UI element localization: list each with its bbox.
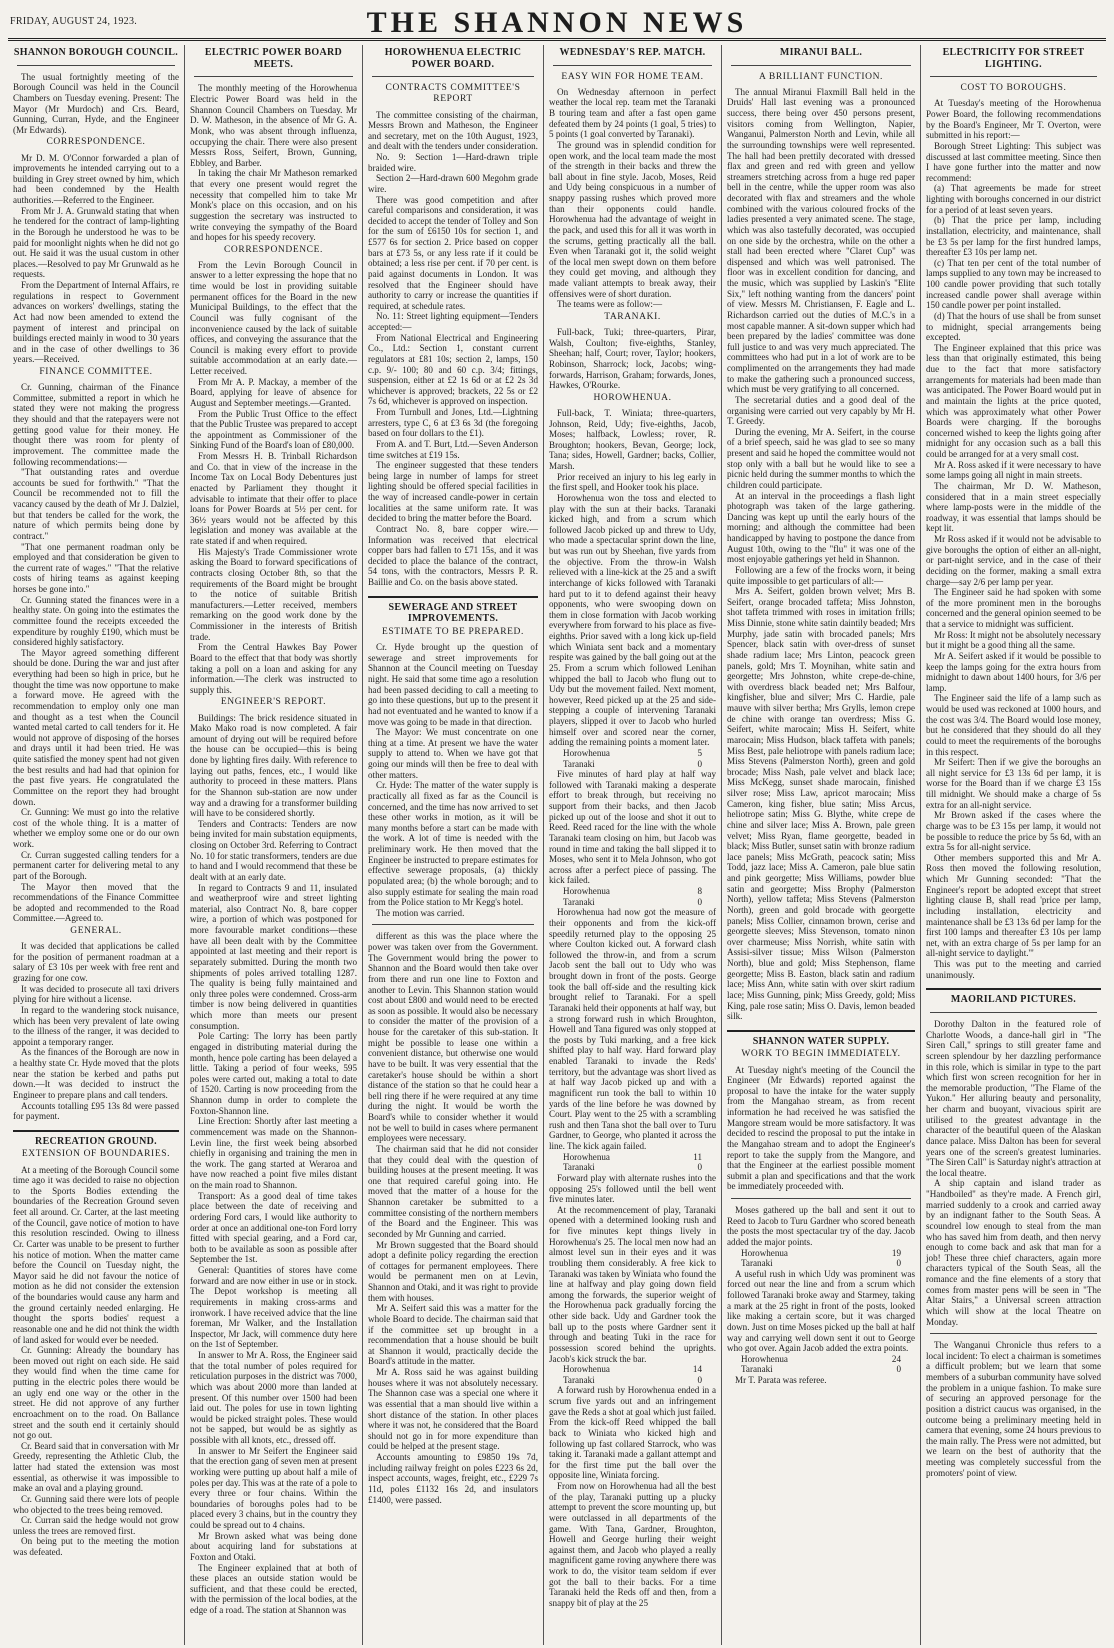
paragraph: Mr Ross asked if it would not be advisable to give boroughs the option of either an all-night, or part-night service, and in the case of their deciding on the former, making a small extra charge—say 2/6 per lamp per year. <box>926 534 1101 587</box>
subheading-correspondence: CORRESPONDENCE. <box>224 244 323 255</box>
paragraph: The monthly meeting of the Horowhenua Electric Power Board was held in the Shannon Council Chambers on Tuesday. Mr D. W. Matheson, in the absence of Mr G. A. Monk, who was absent through influenza, occupying the chair. There were also present Messrs Ross, Seifert, Brown, Gunning, Ebbley, and Barber. <box>190 83 357 168</box>
paragraph: The ground was in splendid condition for open work, and the local team made the most of the strength in their backs and threw the ball about in fine style. Jacob, Moses, Reid and Udy being conspicuous in a number of snappy passing rushes which proved more than their opponents could handle. Horowhenua had the advantage of weight in the pack, and used this for all it was worth in the scrums, getting practically all the ball. Even when Taranaki got it, the solid weight of the local men swept down on them before they could get moving, and although they made valiant attempts to break away, their offensives were of short duration. <box>549 139 716 299</box>
paragraph: Accounts amounting to £9850 19s 7d, including railway freight on poles £223 6s 2d, inspect accounts, wages, freight, etc., £229 7s 11d, poles £1132 16s 2d, and insulators £1400, were passed. <box>368 1452 538 1505</box>
paragraph: A useful rush in which Udy was prominent was forced out near the line and from a scrum which followed Taranaki broke away and Starmey, taking a mark at the 25 right in front of the posts, looked like making a certain score, but it was charged down. Just on time Moses picked up the ball at half way and carrying well down sent it out to George who got over. Again Jacob added the extra points. <box>727 1268 915 1354</box>
score-line <box>549 759 716 770</box>
paragraph: Horowhenua won the toss and elected to play with the sun at their backs. Taranaki kicked high, and from a scrum which followed Jacob picked up and threw to Udy, who made a spectacular sprint down the line, but was run out by Sheehan, five yards from the objective. From the throw-in Walsh relieved with a line-kick at the 25 and a swift interchange of kicks followed with Taranaki hard put to it to defend against their heavy opponents, who were swooping down on them in close formation with Jacob working everywhere from forward to his place as five-eighths. Prior saved with a long kick up-field which Winiata sent back and a momentary respite was gained by the ball going out at the 25. From a scrum which followed Lenihan whipped the ball to Jacob who flung out to Udy but the movement failed. Next moment, however, Reed picked up at the 25 and side-stepping a couple of intervening Taranaki players, slipped it over to Jacob who hurled himself over and scored near the corner, adding the remaining points a moment later. <box>549 492 716 748</box>
paragraph: Contract No. 8, bare copper wire.—Information was received that electrical copper bars had fallen to £71 15s, and it was decided to place the balance of the contract, 54 tons, with the contractors, Messrs P. R. Baillie and Co. on the basis above stated. <box>368 523 538 588</box>
score-value: 8 <box>697 886 702 897</box>
paragraph: No. 11: Street lighting equipment—Tenders accepted:— <box>368 311 538 333</box>
paragraph: Buildings: The brick residence situated in Mako Mako road is now completed. A fair amount of drying out will be required before the house can be occupied—this is being done by lighting fires daily. With reference to laying out paths, fences, etc., I would like authority to proceed in these matters. Plans for the Shannon sub-station are now under way and a drawing for a transformer building will have to be considered shortly. <box>190 712 357 819</box>
paragraph: Cr. Gunning said there were lots of people who objected to the trees being removed. <box>13 1493 179 1515</box>
score-value: 0 <box>697 1374 702 1385</box>
score-value: 14 <box>692 1364 702 1375</box>
paragraph: Accounts totalling £95 13s 8d were passed for payment. <box>13 1100 179 1122</box>
paragraph: The Engineer said the life of a lamp such as would be used was reckoned at 1000 hours, and the cost was 3/4. The Board would lose money, but he considered that they should do all they could to meet the requirements of the boroughs in this respect. <box>926 693 1101 757</box>
paragraph: Five minutes of hard play at half way followed with Taranaki making a desperate effort to break through, but receiving no support from their backs, and then Jacob picked up out of the loose and shot it out to Reed. Reed raced for the line with the whole Taranaki team closing on him, but Jacob was round in time and taking the ball slipped it to Moses, who sent it to Mela Johnson, who got across after a perfect piece of passing. The kick failed. <box>549 769 716 886</box>
divider <box>930 76 1097 77</box>
subheading-brilliant-function: A BRILLIANT FUNCTION. <box>758 71 884 82</box>
subheading-engineers-report: ENGINEER'S REPORT. <box>220 697 327 708</box>
subheading-correspondence: CORRESPONDENCE. <box>46 137 146 148</box>
score-team: Taranaki <box>741 1258 773 1269</box>
subheading-contracts-committee: CONTRACTS COMMITTEE'S REPORT <box>385 83 521 105</box>
subheading-extension: EXTENSION OF BOUNDARIES. <box>21 1149 171 1160</box>
score-line <box>549 1375 716 1386</box>
paragraph: In regard to the wandering stock nuisance, which has been very prevalent of late owing to the illness of the ranger, it was decided to appoint a temporary ranger. <box>13 1004 179 1047</box>
paragraph: The motion was carried. <box>376 907 465 918</box>
paragraph: At a meeting of the Borough Council some time ago it was decided to raise no objection to the Sports Bodies extending the boundaries of the Recreation Ground seven feet all around. Cr. Carter, at the last meeting of the Council, gave notice of motion to have this resolution rescinded. Owing to illness Cr. Carter was unable to be present to further his notice of motion. When the matter came before the Council on Tuesday night, the Mayor said he did not favour the notice of motion as he did not consider the extension of the boundaries would cause any harm and the ground certainly needed enlarging. He thought the sports bodies' request a reasonable one and he did not think the width of land asked for would ever be needed. <box>13 1164 179 1345</box>
paragraph: The Wanganui Chronicle thus refers to a local incident: To elect a chairman is sometimes a difficult problem; but we learn that some members of a suburban community have solved the problem in a unique fashion. To make sure of securing an approved personage for the position a district caucus was organised, in the outcome being a preliminary meeting held in camera that evening, some 24 hours previous to the main rally. The Press were not admitted, but we learn on the best of authority that the meeting was completely successful from the promoters' point of view. <box>926 1340 1101 1478</box>
article-divider <box>727 1030 915 1032</box>
paragraph: Mrs A. Seifert, golden brown velvet; Mrs B. Seifert, orange brocaded taffeta; Miss Johnston, shot taffeta trimmed with roses in imitation frills; Miss Dinnie, stone white satin daintily beaded; Mrs Murphy, jade satin with brocaded panels; Mrs Spencer, black satin with over-dress of sunset shade radium lace; Mrs Linton, peacock green panels, gold; Mrs T. Moynihan, white satin and georgette; Mrs Johnston, white crepe-de-chine, with overdress black beaded net; Mrs Balfour, kingfisher, blue and silver; Mrs C. Hardie, pale mauve with silver bertha; Mrs Grylls, lemon crepe de chine with orange tan overdress; Miss G. Seifert, white marocain; Miss H. Seifert, white marocain; Miss Hudson, black taffeta with panels; Miss Best, pale heliotrope with panels radium lace; Miss Stevens (Palmerston North), green and gold brocade; Miss Nash, pale velvet and black lace; Miss McKegg, sunset shade marocain, finished silver rose; Miss Law, apricot marocain; Miss Cameron, king fisher, blue satin; Miss Arcus, heliotrope satin; Miss G. Blythe, white crepe de chine and silver lace; Miss A. Brown, pale green velvet; Miss Ryan, flame georgette, beaded in black; Miss Butler, sunset satin with bronze radium lace panels; Miss McGrath, peacock satin; Miss Todd, jazz lace; Miss A. Cameron, pale blue satin and pink georgette; Miss Williams, powder blue satin and georgette; Miss Brophy (Palmerston North), yellow taffeta; Miss Stevens (Palmerston North), green and gold brocade with georgette panels; Miss Collier, cinnamon brown, cerise and georgette sleeves; Miss Stevenson, tomato ninon over charmeuse; Miss Norrish, white satin with Assisi-silver tissue; Miss Wilson (Palmerston North), blue and gold; Miss Stephenson, flame georgette; Miss B. Easton, black satin and radium lace; Miss Ann, white satin with over skirt radium lace; Miss Gunning, pink; Miss Greedy, gold; Miss King, pale rose satin; Miss O. Davis, lemon beaded silk. <box>727 586 915 1022</box>
paragraph: Cr. Gunning: Already the boundary has been moved out right on each side. He said they would find when the time came for putting in the electric poles there would be an ugly end one way or the other in the street. He did not approve of any further encroachment on to the road. On Ballance street and the south end it certainly should not go out. <box>13 1345 179 1441</box>
paragraph: From Turnbull and Jones, Ltd.—Lightning arresters, type C, 6 at £3 6s 3d (the foregoing based on four dollars to the £1). <box>368 407 538 439</box>
paragraph: The Engineer explained that this price was less than that originally estimated, this being due to the fact that more satisfactory arrangements for materials had been made than was anticipated. The Power Board would put in and maintain the lights at the price quoted, which was approximately what other Power Boards were charging. If the boroughs concerned wished to keep the lights going after midnight for any occasion such as a ball this could be arranged for at a very small cost. <box>926 342 1101 460</box>
paragraph: Following are a few of the frocks worn, it being quite impossible to get particulars of all:— <box>727 564 915 586</box>
divider <box>372 76 534 77</box>
paragraph: At Tuesday night's meeting of the Council the Engineer (Mr Edwards) reported against the proposal to have the intake for the water supply from the Mangahao stream, as from recent information he had received he was satisfied the Mangore stream would be more satisfactory. It was decided to rescind the proposal to put the intake in the Mangahao stream and to adopt the Engineer's report to take the supply from the Mangore, and that the Engineer at the earliest possible moment submit a plan and specifications and that the work be immediately proceeded with. <box>727 1064 915 1192</box>
score-value: 0 <box>697 758 702 769</box>
paragraph: From the Department of Internal Affairs, re regulations in respect to Government advances on workers' dwellings, stating the Act had now been amended to extend the payment of interest and principal on buildings erected mainly in wood to 30 years and in the case of other dwellings to 36 years.—Received. <box>13 280 179 365</box>
paragraph: Mr Brown asked what was being done about acquiring land for substations at Foxton and Otaki. <box>190 1530 357 1562</box>
masthead <box>8 4 1106 41</box>
subheading-estimate: ESTIMATE TO BE PREPARED. <box>382 627 524 638</box>
headline-horowhenua-power-board: HOROWHENUA ELECTRIC POWER BOARD. <box>384 47 522 70</box>
paragraph: From the Central Hawkes Bay Power Board to the effect that that body was shortly taking a poll on a loan and asking for any information.—The clerk was instructed to supply this. <box>190 642 357 695</box>
paragraph: Tenders and Contracts: Tenders are now being invited for main substation equipments, closing on October 3rd. Referring to Contract No. 10 for static transformers, tenders are due to hand and I would recommend that these be dealt with at an early date. <box>190 818 357 882</box>
score-line <box>549 1162 716 1173</box>
score-team: Horowhenua <box>741 1247 788 1258</box>
paragraph: From Messrs H. B. Trinball Richardson and Co. that in view of the increase in the Income Tax on Local Body Debentures just enacted by Parliament they thought it advisable to intimate that their offer to place loans for Power Boards at 5½ per cent. for 36½ years would not be affected by this legislation and money was available at the rate stated if and when required. <box>190 451 357 547</box>
paragraph: In answer to Mr Seifert the Engineer said that the erection gang of seven men at present working were putting up about half a mile of poles per day. This was at the rate of a pole to every three or four chains. Within the boundaries of boroughs poles had to be placed every 3 chains, but in the country they could be spread out to 4 chains. <box>190 1445 357 1531</box>
paragraph: Mr A. Ross said he was against building houses where it was not absolutely necessary. The Shannon case was a special one where it was essential that a man should live within a short distance of the station. In other places where it was not, he considered that the Board should not go in for more expenditure than could be helped at the present stage. <box>368 1367 538 1452</box>
divider <box>731 1198 911 1199</box>
paragraph: No. 9: Section 1—Hard-drawn triple braided wire. <box>368 152 538 173</box>
paragraph: (a) That agreements be made for street lighting with boroughs concerned in our district for a period of at least seven years. <box>926 183 1101 215</box>
paragraph: The engineer suggested that these tenders being large in number of lamps for street lighting should be offered special facilities in the way of increased candle-power in certain localities at the same uniform rate. It was decided to bring the matter before the Board. <box>368 460 538 524</box>
paragraph: Cr. Hyde brought up the question of sewerage and street improvements for Shannon at the Council meeting on Tuesday night. He said that some time ago a resolution had been passed deciding to call a meeting to go into these questions, but up to the present it had not eventuated and he wanted to know if a move was going to be made in that direction. <box>368 642 538 727</box>
subheading-cost-to-boroughs: COST TO BOROUGHS. <box>960 83 1067 94</box>
paragraph: From National Electrical and Engineering Co., Ltd.: Section 1, constant current regulators at £81 10s; section 2, lamps, 150 c.p. 9/- 100; 80 and 60 c.p. 3/4; fittings, suspension, either at £2 1s 6d or at £2 2s 3d whichever is approved; brackets, 22 5s or £2 7s 6d, whichever is approved on inspection. <box>368 332 538 407</box>
paragraph: This was put to the meeting and carried unanimously. <box>926 959 1101 980</box>
article-divider <box>368 596 538 598</box>
paragraph: different as this was the place where the power was taken over from the Government. The Government would bring the power to Shannon and the Board would then take over from there and run one line to Foxton and another to Levin. This Shannon station would cost about £800 and would need to be erected as soon as possible. It would also be necessary to consider the matter of the provision of a house for the caretaker of this sub-station. It might be possible to lease one within a convenient distance, but otherwise one would have to be built. It was very essential that the caretaker's house should be within a short distance of the station so that he could hear a bell ring there if he were required at any time during the night. It would be worth the Board's while to consider whether it would not be well to build in cases where permanent employees were necessary. <box>368 931 538 1144</box>
paragraph: It was decided that applications be called for the position of permanent roadman at a salary of £3 10s per week with free rent and grazing for one cow. <box>13 941 179 984</box>
subheading-general: GENERAL. <box>70 926 122 937</box>
divider <box>372 924 534 925</box>
paragraph: Cr. Beard said that in conversation with Mr Greedy, representing the Athletic Club, the latter had stated the extension was most essential, as otherwise it was impossible to make an oval and a playing ground. <box>13 1440 179 1494</box>
score-team: Horowhenua <box>741 1353 788 1364</box>
paragraph: The chairman said that he did not consider that they could deal with the question of building houses at the present meeting. It was one that required careful going into. He moved that the matter of a house for the Shannon caretaker be submitted to a committee consisting of the northern members of the Board and the Engineer. This was seconded by Mr Gunning and carried. <box>368 1143 538 1239</box>
paragraph: Horowhenua had now got the measure of their opponents and from the kick-off speedily returned play to the opposing 25 where Coulton kicked out. A forward clash followed the throw-in, and from a scrum Jacob sent the ball out to Udy who was brought down in front of the posts. George took the ball off-side and the resulting kick brought relief to Taranaki. For a spell Taranaki held their opponents at half way, but a strong forward rush in which Broughton, Howell and Tana figured was only stopped at the posts by Tuki marking, and a free kick shifted play to half way. Hard forward play enabled Taranaki to invade the Reds' territory, but the advantage was short lived as at half way Jacob picked up and with a magnificent run took the ball to within 10 yards of the line before he was downed by Court. Play went to the 25 with a scrambling rush and then Tana shot the ball over to Turu Gardner, to George, who planted it across the line. The kick again failed. <box>549 907 716 1152</box>
score-team: Taranaki <box>741 1364 773 1375</box>
paragraph: Full-back, Tuki; three-quarters, Pirar, Walsh, Coulton; five-eighths, Stanley, Sheehan; half, Court; rover, Taylor; hookers, Robinson, Sharrock; lock, Jacobs; wing-forwards, Harrison, Graham; forwards, Jones, Hawkes, O'Rourke. <box>549 327 716 391</box>
column-4 <box>544 45 722 1645</box>
divider <box>930 1333 1097 1334</box>
score-team: Taranaki <box>563 1162 595 1173</box>
score-team: Horowhenua <box>563 1364 610 1375</box>
score-value: 5 <box>697 747 702 758</box>
paragraph: The committee consisting of the chairman, Messrs Brown and Matheson, the Engineer and secretary, met on the 10th August, 1923, and dealt with the tenders under consideration. <box>368 109 538 152</box>
paragraph: The Mayor: We must concentrate on one thing at a time. At present we have the water supply to attend to. When we have got that going our minds will then be free to deal with other matters. <box>368 727 538 780</box>
score-value: 24 <box>891 1353 901 1364</box>
paragraph: The Mayor agreed something different should be done. During the war and just after everything had been so high in price, but he thought the time was now opportune to make a forward move. He agreed with the recommendation to employ only one man and thought as a test when the Council wanted metal carted to call tenders for it. He would not approve of disposing of the horses and drays until it had been tried. He was quite satisfied the money spent had not given the best results and had had that opinion for the past five years. He congratulated the Committee on the report they had brought down. <box>13 647 179 807</box>
paragraph: Forward play with alternate rushes into the opposing 25's followed until the bell went five minutes later. <box>549 1172 716 1205</box>
paragraph: Cr. Gunning, chairman of the Finance Committee, submitted a report in which he stated they were not making the progress they should and that the ratepayers were not getting good value for their money. He thought there was room for plenty of improvement. The committee made the following recommendations:— <box>13 382 179 467</box>
score-team: Horowhenua <box>563 747 610 758</box>
headline-recreation-ground: RECREATION GROUND. <box>35 1135 157 1147</box>
score-value: 19 <box>891 1247 901 1258</box>
divider <box>731 65 911 66</box>
score-value: 0 <box>896 1364 901 1375</box>
paragraph: From the Public Trust Office to the effect that the Public Trustee was prepared to accept the appointment as Commissioner of the Sinking Fund of the Board's loan of £80,000. <box>190 408 357 451</box>
paragraph: On Wednesday afternoon in perfect weather the local rep. team met the Taranaki B touring team and after a fast open game defeated them by 24 points (1 goal, 5 tries) to 5 points (1 goal converted by Taranaki). <box>549 86 716 140</box>
score-line <box>727 1248 915 1259</box>
paragraph: At Tuesday's meeting of the Horowhenua Power Board, the following recommendations by the Board's Engineer, Mr T. Overton, were submitted in his report:— <box>926 98 1101 141</box>
paragraph: In regard to Contracts 9 and 11, insulated and weatherproof wire and street lighting material, also Contract No. 8, bare copper wire, a portion of which was postponed for more favourable market conditions—these have all been dealt with by the Committee appointed at last meeting and their report is separately submitted. During the month two shipments of poles arrived totalling 1287. The quality is being fully maintained and only three poles were condemned. Cross-arm timber is now being delivered in quantities which more than meets our present consumption. <box>190 882 357 1031</box>
paragraph: Mr Brown suggested that the Board should adopt a definite policy regarding the erection of cottages for permanent employees. There would be permanent men on at Levin, Shannon and Otaki, and it was right to provide them with houses. <box>368 1239 538 1303</box>
score-line <box>549 897 716 908</box>
subheading-work-to-begin: WORK TO BEGIN IMMEDIATELY. <box>741 1049 901 1060</box>
paragraph: A forward rush by Horowhenua ended in a scrum five yards out and an infringement gave the Reds a shot at goal which just failed. From the kick-off Reed whipped the ball back to Winiata who kicked high and following up fast collared Starrock, who was taking it. Taranaki made a gallant attempt and for the first time put the ball over the opposite line, Winiata forcing. <box>549 1385 716 1481</box>
paragraph: The annual Miranui Flaxmill Ball held in the Druids' Hall last evening was a pronounced success, there being over 450 persons present, visitors coming from Wellington, Napier, Wanganui, Palmerston North and Levin, while all the surrounding townships were well represented. The hall had been prettily decorated with dressed flax and green and red with green and yellow streamers stretching across from a huge red paper bell in the centre, while the upper room was also decorated with flax and streamers and the whole combined with the various coloured frocks of the ladies presented a very animated scene. The stage, which was also tastefully decorated, was occupied on one side by the orchestra, while on the other a stall had been erected where "Claret Cup" was dispensed and which was well patronised. The floor was in excellent condition for dancing, and the music, which was supplied by Laskin's "Elite Six," left nothing wanting from the dancers' point of view. Messrs M. Christiansen, F. Eagle and L. Richardson carried out the duties of M.C.'s in a most capable manner. A sit-down supper which had been prepared by the ladies' committee was done full justice to and was very much appreciated. The committees who had put in a lot of work are to be complimented on the arrangements they had made to make the gathering such a pronounced success, which must be very gratifying to all concerned. <box>727 86 915 395</box>
column-6 <box>921 45 1106 1645</box>
paragraph: There was good competition and after careful comparisons and consideration, it was decided to accept the tender of Tolley and Son for the sum of £6150 10s for section 1, and £577 6s for section 2. Price based on copper bars at £73 5s, or any less rate if it could be obtained; a less rise per cent. if 70 per cent. is paid against documents in London. It was resolved that the Engineer should have authority to carry or increase the quantities if required, at schedule rates. <box>368 194 538 311</box>
paragraph: From Mr J. A. Grunwald stating that when he tendered for the contract of lamp-lighting in the Borough he understood he was to be paid for moonlight nights when he did not go out. He said it was the usual custom in other places.—Resolved to pay Mr Grunwald as he requests. <box>13 205 179 280</box>
paragraph: The Engineer said he had spoken with some of the more prominent men in the boroughs concerned and the general opinion seemed to be that a service to midnight was sufficient. <box>926 587 1101 630</box>
paragraph: Mr Ross: It might not be absolutely necessary but it might be a good thing all the same. <box>926 629 1101 651</box>
paragraph: The Mayor then moved that the recommendations of the Finance Committee be adopted and recommended to the Road Committee.—Agreed to. <box>13 881 179 924</box>
paragraph: It was decided to prosecute all taxi drivers plying for hire without a license. <box>13 983 179 1005</box>
paragraph: Cr. Gunning: We must go into the relative cost of the whole thing. It is a matter of whether we employ some one or do our own work. <box>13 807 179 850</box>
paragraph: The secretarial duties and a good deal of the organising were carried out very capably by Mr H. T. Greedy. <box>727 394 915 427</box>
article-divider <box>13 1130 179 1132</box>
subheading-horowhenua: HOROWHENUA. <box>593 392 672 403</box>
issue-date: FRIDAY, AUGUST 24, 1923. <box>10 16 138 27</box>
paragraph: Cr. Curran suggested calling tenders for a permanent carter for delivering metal to any part of the Borough. <box>13 849 179 881</box>
article-divider <box>926 988 1101 990</box>
column-3 <box>363 45 544 1645</box>
subheading-easy-win: EASY WIN FOR HOME TEAM. <box>561 71 704 82</box>
paragraph: Mr Brown asked if the cases where the charge was to be £3 15s per lamp, it would not be possible to reduce the price by 5s 6d, with an extra 5s for all-night service. <box>926 810 1102 853</box>
divider <box>17 65 175 66</box>
paragraph: As the finances of the Borough are now in a healthy state Cr. Hyde moved that the plots near the station be kerbed and paths put down.—It was decided to instruct the Engineer to prepare plans and call tenders. <box>13 1047 179 1100</box>
paragraph: In answer to Mr A. Ross, the Engineer said that the total number of poles required for reticulation purposes in the district was 7000, which was about 2000 more than landed at present. Of this number over 1500 had been laid out. The poles for use in town lighting would be picked straight poles. These would not be sapped, but would be as sightly as possible with all knots, etc., dressed off. <box>190 1350 357 1446</box>
score-line <box>549 1152 716 1163</box>
paragraph: Mr T. Parata was referee. <box>735 1375 827 1386</box>
paragraph: Moses gathered up the ball and sent it out to Reed to Jacob to Turu Gardner who scored beneath the posts the most spectacular try of the day. Jacob added the major points. <box>727 1205 915 1247</box>
paragraph: The Engineer explained that at both of these places an outside station would be sufficient, and that these could be erected, with the permission of the local bodies, at the edge of a road. The station at Shannon was <box>190 1562 357 1616</box>
paragraph: Transport: As a good deal of time takes place between the date of receiving and ordering Ford cars, I would like authority to order at once an additional one-ton Ford lorry fitted with special gearing, and a Ford car, both to be available as soon as possible after September the 1st. <box>190 1190 357 1265</box>
paragraph: From the Levin Borough Council in answer to a letter expressing the hope that no time would be lost in providing suitable permanent offices for the Board in the new Municipal Buildings, to the effect that the Council was fully cognisant of the inconvenience caused by the lack of suitable offices, and conveying the assurance that the Council is making every effort to provide suitable accommodation at an early date.—Letter received. <box>190 259 357 377</box>
paragraph: Mr A. Ross asked if it were necessary to have some lamps going all night in main streets. <box>926 459 1101 481</box>
paragraph: Mr A. Seifert said this was a matter for the whole Board to decide. The chairman said that if the committee set up brought in a recommendation that a house should be built at Shannon it would, practically decide the Board's attitude in the matter. <box>368 1303 538 1367</box>
paragraph: Borough Street Lighting: This subject was discussed at last committee meeting. Since then I have gone further into the matter and now recommend: <box>926 140 1101 183</box>
score-team: Horowhenua <box>563 886 610 897</box>
score-line <box>549 886 716 897</box>
headline-miranui-ball: MIRANUI BALL. <box>779 47 863 58</box>
headline-maoriland-pictures: MAORILAND PICTURES. <box>950 994 1077 1006</box>
score-team: Taranaki <box>563 758 595 769</box>
paragraph: (b) That the price per lamp, including installation, electricity, and maintenance, shall be £3 5s per lamp for the first hundred lamps, thereafter £3 10s per lamp net. <box>926 215 1101 258</box>
score-line <box>549 1364 716 1375</box>
headline-power-board-meets: ELECTRIC POWER BOARD MEETS. <box>204 47 343 70</box>
paragraph: From Mr A. P. Mackay, a member of the Board, applying for leave of absence for August and September meetings.—Granted. <box>190 376 357 408</box>
paragraph: (c) That ten per cent of the total number of lamps supplied to any town may be increased to 100 candle power providing that such totally increased candle power shall average within 150 candle power per point installed. <box>926 257 1101 311</box>
paragraph: Full-back, T. Winiata; three-quarters, Johnson, Reid, Udy; five-eighths, Jacob, Moses; halfback, Lowless; rover, R. Broughton; hookers, Bevan, George; lock, Tana; sides, Howell, Gardner; backs, Collier, Marsh. <box>549 407 716 472</box>
paragraph: Other members supported this and Mr A. Ross then moved the following resolution, which Mr Gunning seconded: "That the Engineer's report be adopted except that street lighting clause B, shall read 'price per lamp, including installation, electricity and maintenance shall be £3 13s 6d per lamp for the first 100 lamps and thereafter £3 10s per lamp net, with an extra charge of 5s per lamp for an all-night service to daylight.'" <box>926 852 1101 959</box>
paragraph: From A. and T. Burt, Ltd.—Seven Anderson time switches at £19 15s. <box>368 438 538 460</box>
column-2 <box>185 45 363 1645</box>
headline-rep-match: WEDNESDAY'S REP. MATCH. <box>559 47 706 58</box>
score-value: 0 <box>896 1258 901 1269</box>
paragraph: Mr Seifert: Then if we give the boroughs an all night service for £3 13s 6d per lamp, it is worse for the Board than if we charge £3 15s till midnight. We should make a charge of 5s extra for an all-night service. <box>926 757 1101 810</box>
paragraph: On being put to the meeting the motion was defeated. <box>13 1536 179 1558</box>
paragraph: In taking the chair Mr Matheson remarked that every one present would regret the necessity that compelled him to take Mr Monk's place on this occasion, and on his suggestion the secretary was instructed to write conveying the sympathy of the Board and hopes for his speedy recovery. <box>190 168 357 243</box>
paragraph: Line Erection: Shortly after last meeting a commencement was made on the Shannon-Levin line, the first week being absorbed chiefly in organising and training the men in the work. The gang started at Weraroa and have now reached a point five miles distant on the main road to Shannon. <box>190 1116 357 1191</box>
score-team: Taranaki <box>563 896 595 907</box>
paragraph: Mr D. M. O'Connor forwarded a plan of improvements he intended carrying out to a building in Grey street owned by him, which had been condemned by the Health authorities.—Referred to the Engineer. <box>13 152 179 206</box>
score-team: Horowhenua <box>563 1151 610 1162</box>
paragraph: His Majesty's Trade Commissioner wrote asking the Board to forward specifications of contracts closing October 8th, so that the requirements of the Board might be brought to the notice of suitable British manufacturers.—Letter received, members remarking on the good work done by the Commissioner in the interests of British trade. <box>190 546 357 642</box>
paragraph: At an interval in the proceedings a flash light photograph was taken of the large gathering. Dancing was kept up until the early hours of the morning; and although the committee had been handicapped by having to postpone the dance from August 10th, owing to the "flu" it was one of the most enjoyable gatherings yet held in Shannon. <box>727 490 915 565</box>
score-line <box>727 1354 915 1365</box>
paragraph: Dorothy Dalton in the featured role of Charlotte Woods, a dance-hall girl in "The Siren Call," springs to still greater fame and screen splendour by her dazzling performance in this role, which is similar in type to the part which first won screen recognition for her in the memorable production, "The Flame of the Yukon." Her alluring beauty and personality, her charm and buoyant, vivacious spirit are utilised to the greatest advantage in the character of the beautiful queen of the Alaskan dance palace. Miss Dalton has been for several years one of the screen's greatest luminaries. "The Siren Call" is Saturday night's attraction at the local theatre. <box>926 1019 1101 1178</box>
score-team: Taranaki <box>563 1374 595 1385</box>
score-line <box>727 1364 915 1375</box>
column-5 <box>722 45 921 1645</box>
paragraph: Prior received an injury to his leg early in the first spell, and Hooker took his place. <box>549 471 716 493</box>
paragraph: Pole Carting: The lorry has been partly engaged in distributing material during the month, hence pole carting has been delayed a little. Taking a period of four weeks, 595 poles were carted out, making a total to date of 1520. Carting is now proceeding from the Shannon dump in order to complete the Foxton-Shannon line. <box>190 1031 357 1116</box>
divider <box>553 65 712 66</box>
paragraph: During the evening, Mr A. Seifert, in the course of a brief speech, said he was glad to see so many present and said he hoped the committee would not stop only with a ball but he would like to see a picnic held during the summer months to which the children could participate. <box>727 426 915 490</box>
paragraph: From now on Horowhenua had all the best of the play, Taranaki putting up a plucky attempt to prevent the score mounting up, but were outclassed in all departments of the game. With Tana, Gardner, Broughton, Howell and George hurling their weight against them, and Jacob who played a really magnificent game roving anywhere there was work to do, the visitor team seldom if ever got the ball to their backs. For a time Taranaki held the Reds off and then, from a snappy bit of play at the 25 <box>549 1481 716 1608</box>
divider <box>194 76 353 77</box>
score-value: 0 <box>697 1162 702 1173</box>
paragraph: "That one permanent roadman only be employed and that consideration be given to the current rate of wages." "That the relative costs of hiring teams as against keeping horses be gone into." <box>13 541 179 595</box>
paragraph: General: Quantities of stores have come forward and are now either in use or in stock. The Depot workshop is meeting all requirements in making cross-arms and ironwork. I have received advice that the line foreman, Mr Walker, and the Installation Inspector, Mr Jack, will commence duty here on the 1st of September. <box>190 1265 357 1350</box>
score-line <box>549 748 716 759</box>
paragraph: Cr. Gunning stated the finances were in a healthy state. On going into the estimates the committee found the receipts exceeded the expenditure by roughly £190, which must be considered highly satisfactory. <box>13 594 179 648</box>
score-value: 11 <box>693 1151 702 1162</box>
paragraph: The usual fortnightly meeting of the Borough Council was held in the Council Chambers on Tuesday evening. Present: The Mayor (Mr Murdoch) and Crs. Beard, Gunning, Curran, Hyde, and the Engineer (Mr Edwards). <box>13 71 179 135</box>
paragraph: Mr A. Seifert asked if it would be possible to keep the lamps going for the extra hours from midnight to dawn about 1400 hours, for 3/6 per lamp. <box>926 650 1101 693</box>
paragraph: Cr. Curran said the hedge would not grow unless the trees are removed first. <box>13 1515 179 1536</box>
divider <box>930 1012 1097 1013</box>
subheading-finance: FINANCE COMMITTEE. <box>39 367 153 378</box>
paragraph: Section 2—Hard-drawn 600 Megohm grade wire. <box>368 173 538 194</box>
paragraph: Cr. Hyde: The matter of the water supply is practically all fixed as far as the Council is concerned, and the time has now arrived to set these other works in motion, as it will be many months before a start can be made with the work. A lot of time is needed with the preliminary work. He then moved that the Engineer be instructed to prepare estimates for effective sewerage proposals, (a) thickly populated area; (b) the whole borough; and to also supply estimate for sealing the main road from the Police station to Mr Kegg's hotel. <box>368 780 538 908</box>
paragraph: At the recommencement of play, Taranaki opened with a determined looking rush and for five minutes kept things lively in Horowhenua's 25. The local men now had an almost level sun in their eyes and it was troubling them considerably. A free kick to Taranaki was taken by Winiata who found the line at halfway and play going down field among the forwards, the superior weight of the Horowhenua pack gradually forcing the other side back. Udy and Gardner took the ball up to the posts where Gardner sent it through and beating Tuki in the race for possession scored behind the uprights. Jacob's kick struck the bar. <box>549 1204 716 1364</box>
columns <box>8 45 1106 1645</box>
paragraph: (d) That the hours of use shall be from sunset to midnight, special arrangements being excepted. <box>926 310 1101 343</box>
paragraph: The teams were as follow:— <box>557 299 663 310</box>
subheading-taranaki: TARANAKI. <box>604 311 661 322</box>
headline-water-supply: SHANNON WATER SUPPLY. <box>752 1035 890 1047</box>
headline-street-lighting: ELECTRICITY FOR STREET LIGHTING. <box>942 47 1085 70</box>
paragraph: The chairman, Mr D. W. Matheson, considered that in a main street especially where lamp-posts were in the middle of the roadway, it was essential that lamps should be kept lit. <box>926 480 1101 534</box>
paragraph: A ship captain and island trader as "Handboiled" as they're made. A French girl, married suddenly to a crook and carried away by an indignant father to the South Seas. A scoundrel low enough to steal from the man who has saved him from death, and then nervy enough to come back and ask that man for a job! These three chief characters, again more characters typical of the South Seas, all the romance and the fine elements of a story that comes from master pens will be seen in "The Altar Stairs," a Universal screen attraction which will show at the local Theatre on Monday. <box>926 1178 1101 1327</box>
headline-sewerage: SEWERAGE AND STREET IMPROVEMENTS. <box>388 601 518 625</box>
paragraph: "That outstanding rates and overdue accounts be sued for forthwith." "That the Council be recommended not to fill the vacancy caused by the death of Mr J. Dalziel, but that tenders be called for the work, the nature of which permits being done by contract." <box>13 467 179 541</box>
score-value: 0 <box>697 896 702 907</box>
score-line <box>727 1258 915 1269</box>
column-1 <box>8 45 185 1645</box>
newspaper-title: THE SHANNON NEWS <box>366 6 748 39</box>
headline-borough-council: SHANNON BOROUGH COUNCIL. <box>13 47 179 58</box>
